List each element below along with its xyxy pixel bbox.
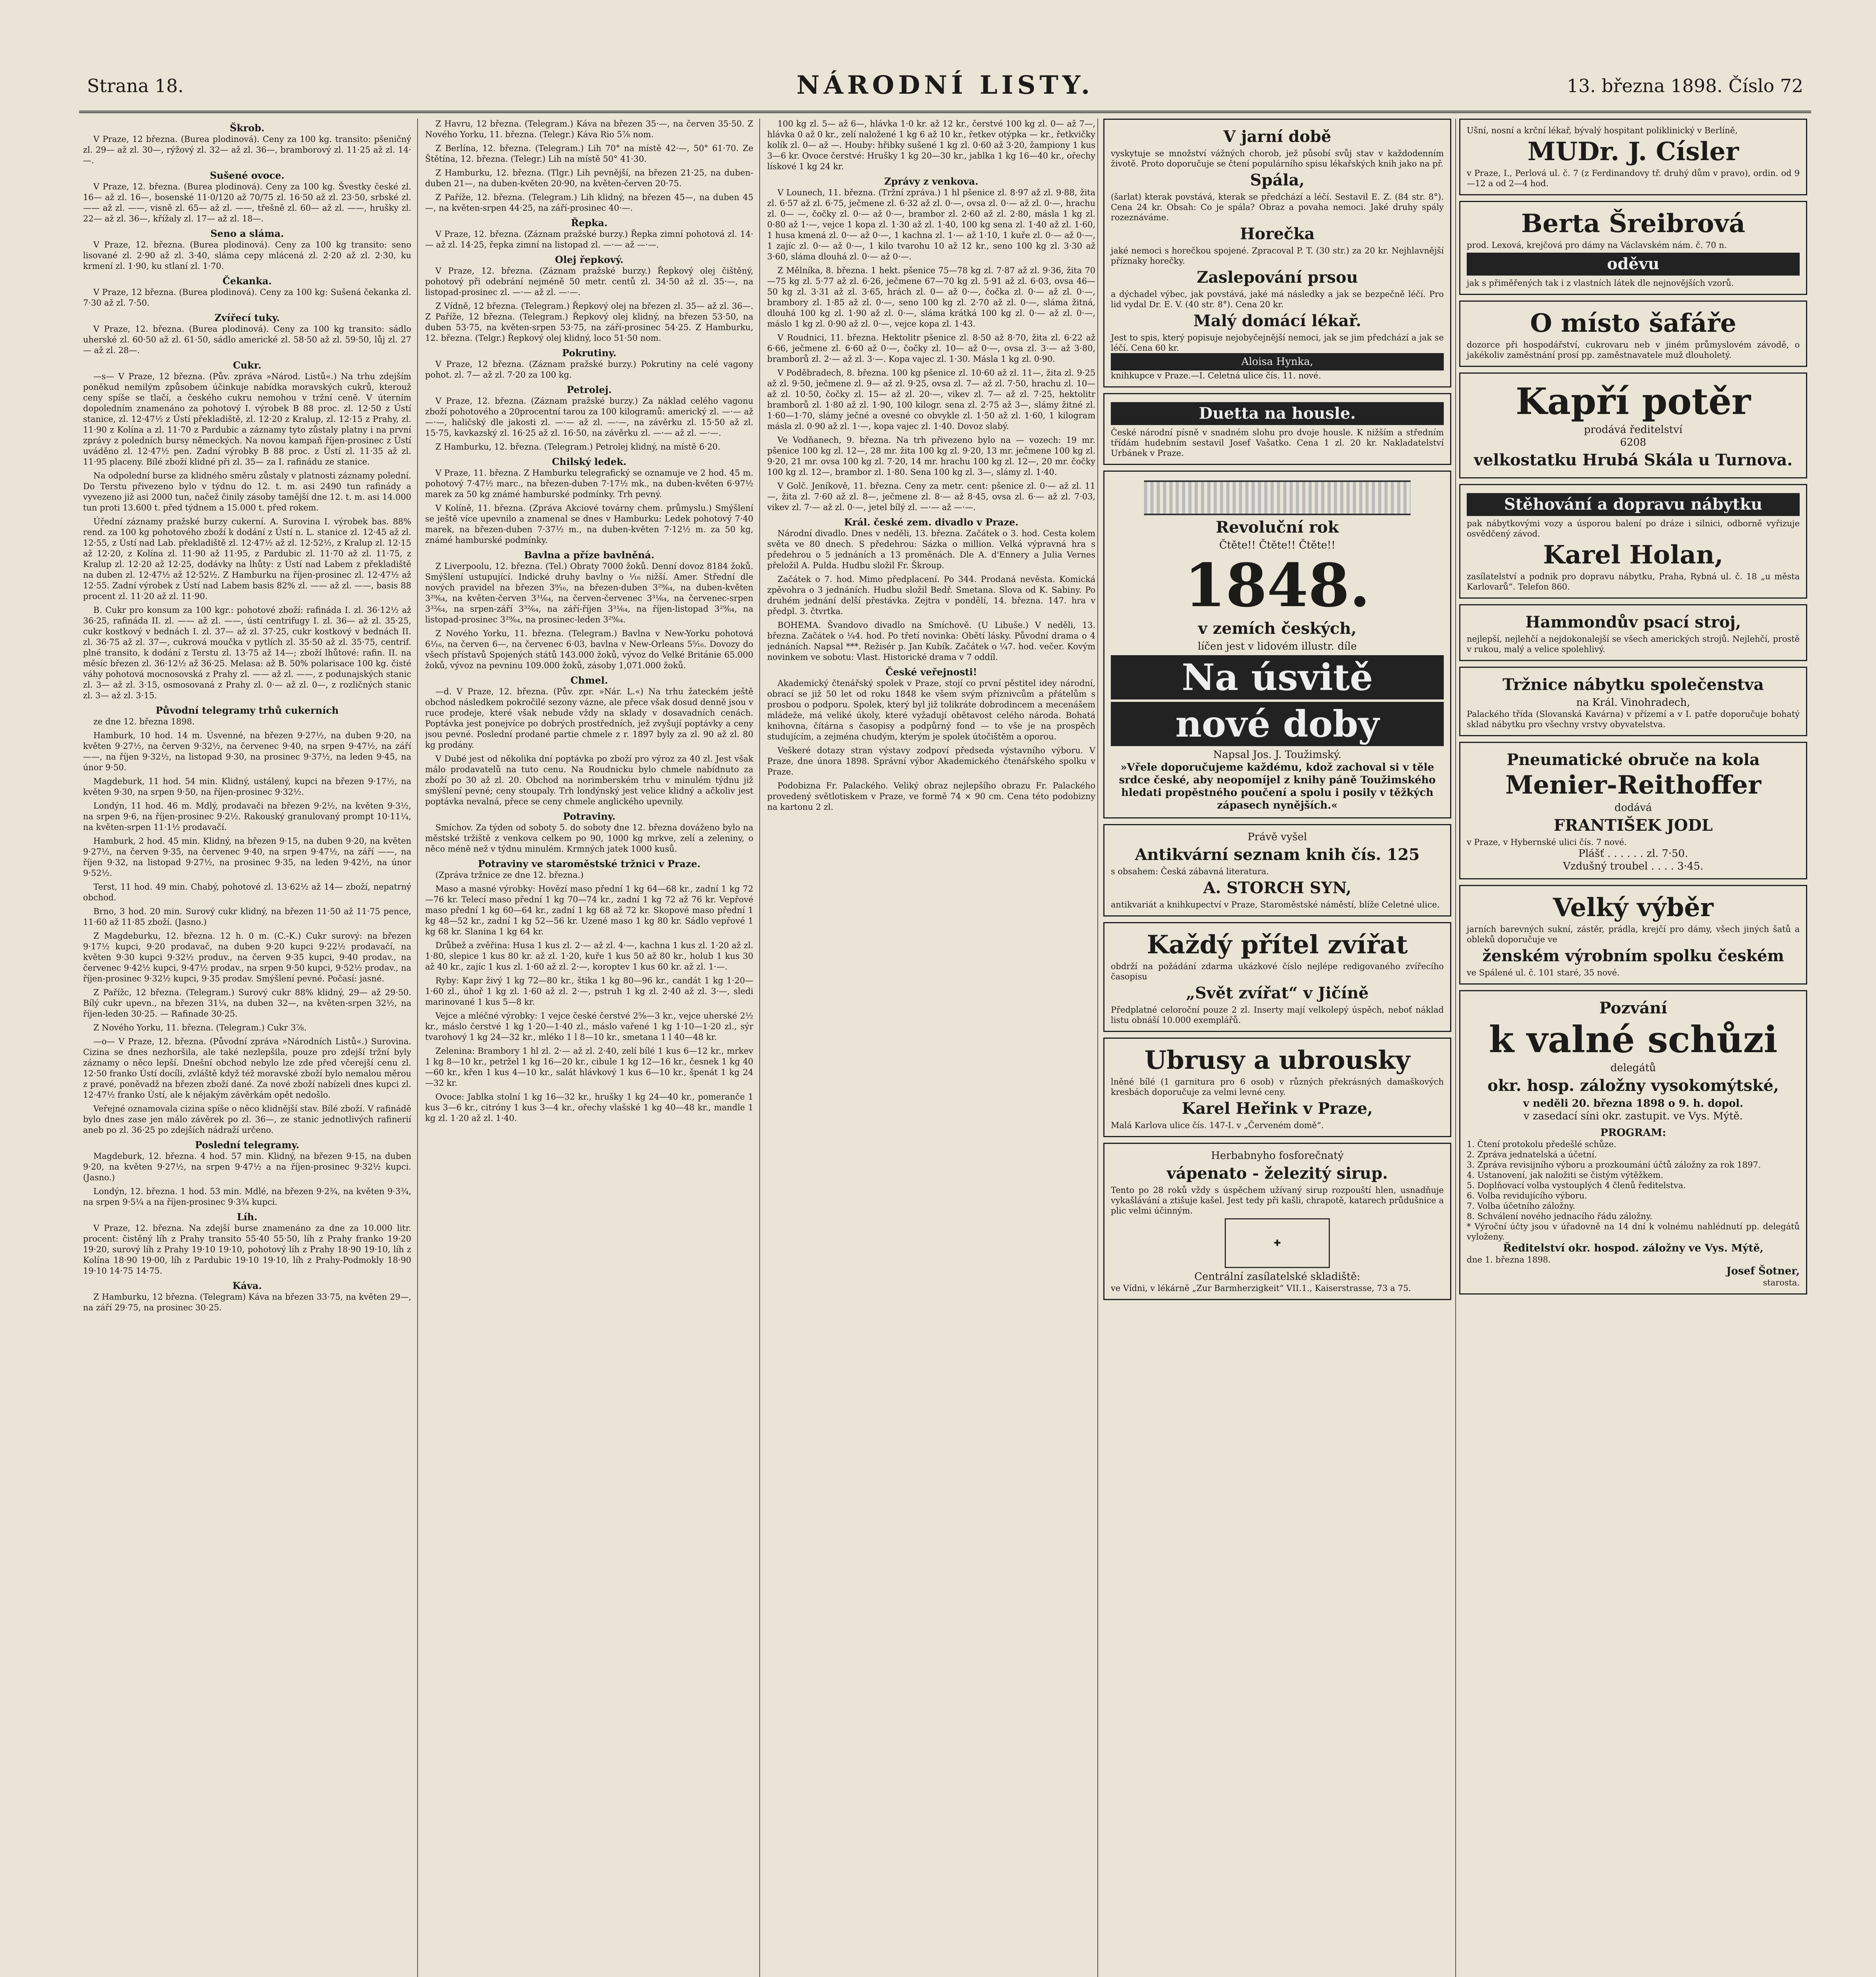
advert-carp — [1459, 372, 1807, 478]
ad-publisher: Aloisa Hynka, — [1111, 353, 1444, 370]
section-heading: Zvířecí tuky. — [214, 312, 280, 323]
article-paragraph: —s— V Praze, 12 března. (Pův. zpráva »Národ. Listů«.) Na trhu zdejším poněkud nemilým způsobem účinkuje nabídka moravských cukrů, kterouž ceny spíše se tlačí, a českého cukru nemohou v tržní ceně. V úterním dopoledním znamenáno za pohotový I. výrobek B 88 proc. zl. 12·50 z Ústí stanice, zl. 12·47½ z Ústí překladiště, zl. 12·20 z Kralup, zl. 12·15 z Prahy, zl. 11·90 z Kolína a zl. 11·70 z Pardubic a záznamy tyto zůstaly platny i na první zprávy z poledních bursy německých. Na novou kampaň říjen-prosinec z Ústí uváděno zl. 12·47½ pen. Zadní výrobky B 88 proc. z Ústí zl. 11·35 až zl. 11·95 placeny. Bílé zboží klidné při zl. 35— za I. rafinádu ze stanice. — [83, 372, 411, 467]
ad-text: obdrží na požádání zdarma ukázkové číslo nejlépe redigovaného zvířecího časopisu — [1111, 962, 1444, 981]
article-paragraph: Maso a masné výrobky: Hovězí maso přední 1 kg 64—68 kr., zadní 1 kg 72—76 kr. Telecí maso přední 1 kg 70—74 kr., zadní 1 kg 72 až 76 kr. Vepřové maso přední 1 kg 60—64 kr., zadní 1 kg 68 až 72 kr. Skopové maso přední 1 kg 48—52 kr., zadní 1 kg 52—56 kr. Uzené maso 1 kg 80 kr. Sádlo vepřové 1 kg 68 kr. Slanina 1 kg 64 kr. — [425, 884, 753, 936]
article-paragraph: V Praze, 12. března. (Burea plodinová). Ceny za 100 kg. Švestky české zl. 16— až zl. 16—, bosenské 11·0/120 až 70/75 zl. 16·50 až zl. 23·50, srbské zl. —— až zl. ——, visně zl. 65— až zl. ——, třešně zl. 60— až zl. ——, hrušky zl. 22— až zl. 36—, křížaly zl. 17— až zl. 18—. — [83, 182, 411, 223]
ad-number: 6208 — [1620, 437, 1647, 448]
article-paragraph: V Praze, 12 března. (Záznam pražské burzy.) Pokrutiny na celé vagony pohot. zl. 7— až zl. 7·20 za 100 kg. — [425, 359, 753, 380]
ad-text: jak s přiměřených tak i z vlastních látek dle nejnovějších vzorů. — [1467, 278, 1734, 288]
ad-price: Vzdušný troubel . . . . 3·45. — [1563, 860, 1704, 872]
ad-text: Centrální zasílatelské skladiště: — [1194, 1271, 1360, 1283]
article-paragraph: 100 kg zl. 5— až 6—, hlávka 1·0 kr. až 12 kr., čerstvé 100 kg zl. 0— až 7—, hlávka 0 až 0 kr., zelí naložené 1 kg 6 až 10 kr., řetkev otýpka — kr., řetkvičky kolík zl. 0— až —. Houby: hřibky sušené 1 kg zl. 0·60 až 3·20, žampiony 1 kus 3—6 kr. Ovoce čerstvé: Hrušky 1 kg 20—30 kr., jablka 1 kg 16—40 kr., ořechy lískové 1 kg 24 kr. — [767, 119, 1095, 171]
section-heading: Zprávy z venkova. — [884, 176, 978, 187]
ad-headline: velkostatku Hrubá Skála u Turnova. — [1474, 451, 1793, 469]
ad-title: Berta Šreibrová — [1521, 209, 1746, 238]
article-paragraph: V Kolíně, 11. března. (Zpráva Akciové továrny chem. průmyslu.) Smýšlení se ještě více upevnilo a znamenal se dnes v Hamburku: Ledek pohotový 7·40 marek, na březen-duben 7·37½ m., na duben-květen 7·12½ m. za 50 kg, známé hamburské podmínky. — [425, 503, 753, 545]
advert-bicycle-tires — [1459, 742, 1807, 879]
ad-text: jaké nemoci s horečkou spojené. Zpracoval P. T. (30 str.) za 20 kr. Nejhlavnější příznaky horečky. — [1111, 246, 1444, 266]
article-paragraph: B. Cukr pro konsum za 100 kgr.: pohotové zboží: rafináda I. zl. 36·12½ až 36·25, rafináda II. zl. —— až zl. ——, ústí centrifugy I. zl. 36— až zl. 35·25, cukr kostkový v bednách I. zl. 37— až zl. 37·25, cukr kostkový v bednách II. zl. 36·75 až zl. 37—, cukrová moučka v pytlích zl. 35·50 až zl. 35·75, centrif. plné transito, k dodání z Terstu zl. 13·75 až 14—; zboží lhůtové: rafin. II. na měsíc březen zl. 36·12½ až 36·25. Melasa: až B. 50% polarisace 100 kg. čisté váhy pohotová mocnosovská z Prahy zl. —— až zl. ——, z podunajských stanic zl. 3— až zl. 3·15, osmosovaná z Prahy zl. 0·— až zl. 0—, z rozličných stanic zl. 3— až zl. 3·15. — [83, 605, 411, 700]
ad-note: * Výroční účty jsou v úřadovně na 14 dní k volnému nahlédnutí pp. delegátů vyloženy. — [1467, 1222, 1800, 1242]
advert-moving — [1459, 484, 1807, 599]
advert-womens-coop — [1459, 885, 1807, 985]
article-paragraph: Z Magdeburku, 12. března. 12 h. 0 m. (C.-K.) Cukr surový: na březen 9·17½ kupci, 9·20 prodavač, na duben 9·20 kupci 9·22½ prodavačí, na květen 9·30 kupci 9·32½ produv., na červen 9·35 kupci, 9·40 prodav., na červenec 9·42½ kupci, 9·47½ prodav., na srpen 9·50 kupci, 9·52½ prodav., na říjen-prosinec 9·32½ kupci, 9·35 prodav. Smýšlení pevné. Počasí: jasné. — [83, 931, 411, 983]
advert-safar-job — [1459, 301, 1807, 367]
article-paragraph: Magdeburk, 11 hod. 54 min. Klidný, ustálený, kupci na březen 9·17½, na květen 9·30, na srpen 9·50, na říjen-prosinec 9·32½. — [83, 777, 411, 797]
advert-column-4 — [1103, 119, 1451, 1977]
column-rule — [759, 119, 760, 1977]
ad-text: na Král. Vinohradech, — [1576, 697, 1691, 709]
ad-year: 1848. — [1184, 551, 1370, 620]
article-paragraph: V Praze, 11. března. Z Hamburku telegrafický se oznamuje ve 2 hod. 45 m. pohotový 7·47½ marc., na březen-duben 7·17½ mk., na duben-květen 6·97½ marek za 50 kg známé hamburské podmínky. Trh pevný. — [425, 468, 753, 499]
article-paragraph: Z Nového Yorku, 11. března. (Telegram.) Cukr 3⁷⁄₈. — [93, 1023, 307, 1032]
ad-text: Předplatné celoroční pouze 2 zl. Inserty mají velkolepý úspěch, neboť náklad listu obnáší 10.000 exemplářů. — [1111, 1005, 1444, 1025]
ad-title: Na úsvitě — [1111, 655, 1444, 699]
ad-text: nejlepší, nejlehčí a nejdokonalejší se všech amerických strojů. Nejlehčí, prostě v rukou, malý a velice spolehlivý. — [1467, 634, 1800, 654]
program-item: 7. Volba účetního záložny. — [1467, 1201, 1575, 1211]
ad-text: Malá Karlova ulice čís. 147-I. v „Červeném domě“. — [1111, 1121, 1324, 1130]
article-paragraph: Londýn, 11 hod. 46 m. Mdlý, prodavači na březen 9·2½, na květen 9·3½, na srpen 9·6, na říjen-prosinec 9·2½. Rakouský granulovaný prompt 10·11¼, na květen-srpen 11·1½ prodavačí. — [83, 801, 411, 832]
ad-headline: Pozvání — [1599, 999, 1667, 1017]
ad-title: Kapří potěr — [1515, 380, 1751, 423]
article-paragraph: V Praze, 12 března. (Burea plodinová). Ceny za 100 kg. transito: pšeničný zl. 29— až zl. 30—, rýžový zl. 32— až zl. 36—, bramborový zl. 11·25 až zl. 14·—. — [83, 134, 411, 165]
ad-headline: okr. hosp. záložny vysokomýtské, — [1487, 1076, 1779, 1095]
program-heading: PROGRAM: — [1600, 1127, 1666, 1139]
article-paragraph: Brno, 3 hod. 20 min. Surový cukr klidný, na březen 11·50 až 11·75 pence, 11·60 až 11·85 zboží. (Jasno.) — [83, 907, 411, 927]
ad-title: Karel Holan, — [1543, 540, 1723, 570]
article-paragraph: Z Nového Yorku, 11. března. (Telegram.) Bavlna v New-Yorku pohotová 6¹⁄₁₆, na červen 6—, na červenec 6·03, bavlna v New-Orleans 5⁵⁄₁₆. Dovozy do všech přístavů Spojených států 143.000 žoků, vývoz do Velké Británie 65.000 žoků, vývoz na pevninu 109.000 žoků, zásoby 1,071.000 žoků. — [425, 629, 753, 670]
article-paragraph: Z Berlína, 12. března. (Telegram.) Lih 70° na místě 42·—, 50° 61·70. Ze Štětína, 12. března. (Telegr.) Lih na místě 50° 41·30. — [425, 144, 753, 164]
advert-medical-books — [1103, 119, 1451, 387]
advert-1848-book — [1103, 471, 1451, 818]
article-paragraph: Veřejné oznamovala cizina spíše o něco klidnější stav. Bílé zboží. V rafinádě bylo dnes zase jen málo závěrek po zl. 36—, ze stanic jednotlivých rafinerií aneb po zl. 36·25 po zdejších nádraží určeno. — [83, 1104, 411, 1135]
article-paragraph: Hamburk, 10 hod. 14 m. Úsvenné, na březen 9·27½, na duben 9·20, na květen 9·27½, na červen 9·32½, na červenec 9·40, na srpen 9·47½, na září ——, na říjen 9·32½, na listopad 9·30, na prosinec 9·37½, na leden 9·45, na únor 9·50. — [83, 731, 411, 772]
article-paragraph: Ryby: Kapr živý 1 kg 72—80 kr., štika 1 kg 80—96 kr., candát 1 kg 1·20—1·60 zl., úhoř 1 kg zl. 1·60 až zl. 2·—, pstruh 1 kg zl. 2·40 až zl. 3·—, sledi marinované 1 kus 5—8 kr. — [425, 976, 753, 1007]
issue-date: 13. března 1898. Číslo 72 — [1567, 75, 1803, 96]
ad-headline: Hammondův psací stroj, — [1525, 613, 1741, 631]
ad-text: knihkupce v Praze.—I. Celetná ulice čís. 11. nové. — [1111, 371, 1321, 380]
ad-headline: Tržnice nábytku společenstva — [1502, 675, 1764, 694]
section-heading: Pokrutiny. — [562, 347, 617, 359]
article-paragraph: Akademický čtenářský spolek v Praze, stojí co první pěstitel idey národní, obrací se již 50 let od roku 1848 ke všem svým příznivcům a přátelům s prosbou o podporu. Spolek, který byl již tolikráte dobrodincem a mecenášem mládeže, má veliké úkoly, které vyžadují obětavost celého národa. Bohatá knihovna, čítárna s časopisy a podpůrný fond — to vše je na prospěch studujícím, a zejména chudým, kterým je spolek útočištěm a oporou. — [767, 679, 1095, 741]
article-paragraph: V Dubé jest od několika dní poptávka po zboží pro výroz za 40 zl. Jest však málo prodavatelů na tuto cenu. Na Roudnicku bylo chmele nabídnuto za zboží po 30 až zl. 20. Obchod na norimberském trhu v minulém týdnu již smýšlení pevné; ceny stoupaly. Trh londýnský jest velice klidný a ačkoliv jest poptávka nevalná, přece se ceny chmele anglického upevnily. — [425, 754, 753, 806]
article-paragraph: Z Pařížc, 12 března. (Telegram.) Surový cukr 88% klidný, 29— až 29·50. Bílý cukr upevn., na březen 31¼, na duben 32—, na květen-srpen 32½, na říjen-leden 30·25. — Rafinade 30·25. — [83, 988, 411, 1019]
ad-text: Jest to spis, který popisuje nejobyčejnější nemoci, jak se jim předchází a jak se léčí. Cena 60 kr. — [1111, 333, 1444, 353]
ad-text: Ušní, nosní a krční lékař, bývalý hospitant poliklinický v Berlíně, — [1467, 126, 1738, 135]
ad-text: Herbabnyho fosforečnatý — [1211, 1150, 1344, 1162]
ad-text: ve Spálené ul. č. 101 staré, 35 nové. — [1467, 968, 1620, 977]
ad-headline: FRANTIŠEK JODL — [1553, 816, 1713, 835]
decorative-vignette — [1144, 480, 1411, 515]
ad-headline: Antikvární seznam knih čís. 125 — [1135, 845, 1420, 864]
ad-headline: Zaslepování prsou — [1197, 268, 1358, 287]
advert-furniture-market — [1459, 667, 1807, 736]
article-paragraph: Z Liverpoolu, 12. března. (Tel.) Obraty 7000 žoků. Denní dovoz 8184 žoků. Smýšlení ustupující. Indické druhy bavlny o ¹⁄₁₆ nižší. Amer. Střední dle nových pravidel na březen 3⁹⁄₁₆, na březen-duben 3²⁹⁄₆₄, na duben-květen 3²⁹⁄₆₄, na květen-červen 3³¹⁄₆₄, na červen-červenec 3³¹⁄₆₄, na červenec-srpen 3³²⁄₆₄, na srpen-září 3³²⁄₆₄, na září-říjen 3³¹⁄₆₄, na říjen-listopad 3²⁹⁄₆₄, na listopad-prosinec 3²⁹⁄₆₄, na prosinec-leden 3²⁹⁄₆₄. — [425, 561, 753, 624]
section-heading: Poslední telegramy. — [195, 1139, 299, 1151]
article-paragraph: Začátek o 7. hod. Mimo předplacení. Po 344. Prodaná nevěsta. Komická zpěvohra o 3 jednáních. Hudbu složil Bedř. Smetana. Slova od K. Sabiny. Po druhém jednání delší přestávka. Zejtra v pondělí, 14. března. 147. hra v předpl. 3. čtvrtka. — [767, 575, 1095, 616]
section-heading: Čekanka. — [222, 275, 272, 287]
ad-text: prod. Lexová, krejčová pro dámy na Václavském nám. č. 70 n. — [1467, 240, 1727, 250]
section-heading: Původní telegramy trhů cukerních — [155, 705, 339, 716]
ad-text: vyskytuje se množství vážných chorob, jež působí svůj stav v každodenním životě. Proto doporučuje se čtení populárního spisu lékařských knih jako na př. — [1111, 149, 1444, 168]
section-heading: Chilský ledek. — [552, 456, 627, 467]
ad-text: v Praze, v Hybernské ulici čís. 7 nové. — [1467, 837, 1627, 847]
article-paragraph: Magdeburk, 12. března. 4 hod. 57 min. Klidný, na březen 9·15, na duben 9·20, na květen 9·27½, na srpen 9·47½ a na říjen-prosinec 9·32½ kupci. (Jasno.) — [83, 1151, 411, 1182]
ad-headline: „Svět zvířat“ v Jičíně — [1186, 984, 1369, 1002]
ad-title: Ubrusy a ubrousky — [1144, 1045, 1410, 1075]
advert-column-5 — [1459, 119, 1807, 1977]
advert-svet-zvirat — [1103, 922, 1451, 1032]
ad-text: líčen jest v lidovém illustr. díle — [1197, 641, 1357, 652]
article-paragraph: ze dne 12. března 1898. — [93, 717, 195, 726]
article-paragraph: Z Hamburku, 12 března. (Telegram) Káva na březen 33·75, na květen 29—, na září 29·75, na prosinec 30·25. — [83, 1292, 411, 1312]
article-paragraph: Podobizna Fr. Palackého. Veliký obraz nejlepšího obrazu Fr. Palackého provedený světlotiskem v Praze, ve formě 74 × 90 cm. Cena této podobizny na kartonu 2 zl. — [767, 781, 1095, 812]
section-heading: Cukr. — [233, 359, 261, 371]
program-item: 1. Čtení protokolu předešlé schůze. — [1467, 1140, 1617, 1149]
article-paragraph: —o— V Praze, 12. března. (Původní zpráva »Národních Listů«.) Surovina. Cizina se dnes nezhoršila, ale také nezlepšila, pouze pro zdejší tržní byly záznamy o něco lepší. Dnešní obchod nebylo lze zde před včerejší cenu zl. 12·50 franko Ústí docíli, zvláště když též moravské zboží bylo nemalou měrou z pravé, poněvadž na březen zboží dané. Za nové zboží nabízeli dnes kupci zl. 12·47½ franko Ústí, ale k nějakým závěrkám opět nedošlo. — [83, 1037, 411, 1100]
program-item: 2. Zpráva jednatelská a účetní. — [1467, 1150, 1597, 1159]
article-paragraph: V Roudnici, 11. března. Hektolitr pšenice zl. 8·50 až 8·70, žita zl. 6·22 až 6·66, ječmene zl. 6·60 až 0·—, čočky zl. 10— až 0·—, ovsa zl. 3·— až 3·80, bramborů zl. 2·— až zl. 3·—. Kopa vajec zl. 1·30. Másla 1 kg zl. 0·90. — [767, 333, 1095, 364]
article-paragraph: Zelenina: Brambory 1 hl zl. 2·— až zl. 2·40, zelí bílé 1 kus 6—12 kr., mrkev 1 kg 8—10 kr., petržel 1 kg 16—20 kr., cibule 1 kg 12—16 kr., česnek 1 kg 40—60 kr., křen 1 kus 4—10 kr., salát hlávkový 1 kus 6—10 kr., špenát 1 kg 24—32 kr. — [425, 1046, 753, 1088]
market-theatre-column — [767, 119, 1095, 1977]
advert-hammond — [1459, 604, 1807, 661]
article-paragraph: V Praze, 12. března. (Záznam pražské burzy.) Za náklad celého vagonu zboží pohotového a 20procentní tarou za 100 kilogramů: americký zl. —·— až —·—, haličský dle jakosti zl. —·— až zl. —·—, na závěrku zl. 15·50 až zl. 15·75, kavkazský zl. 16·25 až zl. 16·50, na závěrku zl. —·— až zl. —·—. — [425, 396, 753, 438]
ad-headline: Karel Heřink v Praze, — [1182, 1099, 1373, 1118]
ad-text: a dýchadel výbec, jak povstává, jaké má následky a jak se bezpečně léčí. Pro lid vydal Dr. E. V. (40 str. 8°). Cena 20 kr. — [1111, 289, 1444, 309]
market-reports-column-2 — [425, 119, 753, 1977]
ad-text: Tento po 28 roků vždy s úspěchem užívaný sirup rozpouští hlen, usnadňuje vykašlávání a ztišuje kašel. Jest tedy při kašli, chrapotě, katarech průdušnice a plic velmi účinným. — [1111, 1185, 1444, 1215]
article-paragraph: —d. V Praze, 12. března. (Pův. zpr. »Nár. L.«) Na trhu žateckém ještě obchod následkem pokročilé sezony vázne, ale přece však dosud denně jsou v ruce prodeje, které však nebude vždy na sklady v dosavadních cenách. Poptávka jest ponejvíce po dobrých prostředních, jež zvyšují poptávky a ceny jsou pevné. Poslední prodané partie chmele z r. 1897 byly za zl. 90 až zl. 80 kg prodány. — [425, 687, 753, 750]
ad-text: Palackého třída (Slovanská Kavárna) v přízemí a v I. patře doporučuje bohatý sklad nábytku pro všechny vrstvy obyvatelstva. — [1467, 709, 1800, 729]
ad-text: v Praze, I., Perlová ul. č. 7 (z Ferdinandovy tř. druhý dům v pravo), ordin. od 9—12 a od 2—4 hod. — [1467, 168, 1800, 188]
ad-title: Menier-Reithoffer — [1505, 770, 1761, 800]
article-paragraph: Drůbež a zvěřina: Husa 1 kus zl. 2·— až zl. 4·—, kachna 1 kus zl. 1·20 až zl. 1·80, slepice 1 kus 80 kr. až zl. 1·20, kuře 1 kus 50 až 80 kr., holub 1 kus 30 až 40 kr., zajíc 1 kus zl. 1·60 až zl. 2·—, koroptev 1 kus 60 kr. až zl. 1·—. — [425, 941, 753, 971]
article-paragraph: Z Hamburku, 12. března. (Tlgr.) Lih pevnější, na březen 21·25, na duben-duben 21—, na duben-květen 20·90, na květen-červen 20·75. — [425, 168, 753, 188]
program-item: 5. Doplňovací volba vystouplých 4 členů ředitelstva. — [1467, 1181, 1686, 1190]
ad-text: pak nábytkovými vozy a úsporou balení po dráze i silnici, odborně vyřizuje osvědčený závod. — [1467, 519, 1800, 539]
ad-text: lněné bílé (1 garnitura pro 6 osob) v různých překrásných damaškových kresbách doporučuje za velmi levné ceny. — [1111, 1077, 1444, 1097]
ad-title: Každý přítel zvířat — [1147, 930, 1408, 960]
ad-text: antikvariát a knihkupectví v Praze, Staroměstské náměstí, blíže Celetné ulice. — [1111, 900, 1440, 909]
program-item: 8. Schválení nového jednacího řádu záložny. — [1467, 1212, 1653, 1221]
article-paragraph: Z Hamburku, 12. března. (Telegram.) Petrolej klidný, na místě 6·20. — [435, 442, 721, 452]
ad-text: Právě vyšel — [1247, 831, 1307, 843]
article-paragraph: Londýn, 12. března. 1 hod. 53 min. Mdlé, na březen 9·2¾, na květen 9·3¾, na srpen 9·5¼ a na říjen-prosinec 9·3¾ kupci. — [83, 1187, 411, 1207]
advert-syrup — [1103, 1143, 1451, 1300]
ad-text: dodává — [1614, 802, 1652, 814]
ad-headline: Revoluční rok — [1216, 518, 1339, 537]
ad-title: k valné schůzi — [1488, 1018, 1778, 1061]
ad-text: prodává ředitelství — [1584, 424, 1683, 436]
ad-shout: Čtěte!! Čtěte!! Čtěte!! — [1219, 539, 1335, 551]
article-paragraph: V Praze, 12. března. (Burea plodinová). Ceny za 100 kg transito: seno lisované zl. 2·90 až zl. 3·40, sláma cepy mlácená zl. 2·20 až zl. 2·30, ku krmení zl. 1·90, ku stlaní zl. 1·70. — [83, 240, 411, 271]
advert-duetta — [1103, 393, 1451, 465]
article-paragraph: Vejce a mléčné výrobky: 1 vejce české čerstvé 2⁵⁄₈—3 kr., vejce uherské 2½ kr., máslo čerstvé 1 kg 1·20—1·40 zl., máslo vařené 1 kg 1·10—1·20 zl., sýr tvarohový 1 kg 24—32 kr., mléko 1 l 8—10 kr., smetana 1 l 40—48 kr. — [425, 1011, 753, 1042]
trademark-label-icon: ✚ — [1225, 1218, 1330, 1268]
section-heading: Škrob. — [230, 122, 265, 134]
advert-meeting-invitation — [1459, 990, 1807, 1295]
ad-title: O místo šafáře — [1530, 308, 1736, 338]
ad-headline: oděvu — [1467, 253, 1800, 276]
ad-headline: Spála, — [1250, 171, 1305, 189]
advert-antiquarian — [1103, 824, 1451, 917]
article-paragraph: Národní divadlo. Dnes v neděli, 13. března. Začátek o 3. hod. Cesta kolem světa ve 80 dnech. S předehrou: Sázka o million. Velká výpravná hra s předehrou o 5 jednáních a 13 proměnách. Dle A. d'Ennery a Julia Vernes přeložil A. Pulda. Hudbu složil Fr. Škroup. — [767, 529, 1095, 570]
ad-text: s obsahem: Česká zábavná literatura. — [1111, 867, 1269, 876]
program-item: 4. Ustanovení, jak naložiti se čistým výtěžkem. — [1467, 1170, 1664, 1180]
ad-headline: Horečka — [1240, 225, 1315, 243]
column-rule — [417, 119, 418, 1977]
article-paragraph: Terst, 11 hod. 49 min. Chabý, pohotové zl. 13·62½ až 14— zboží, nepatrný obchod. — [83, 882, 411, 902]
article-paragraph: V Lounech, 11. března. (Tržní zpráva.) 1 hl pšenice zl. 8·97 až zl. 9·88, žita zl. 6·57 až zl. 6·75, ječmene zl. 6·32 až zl. 0·—, ovsa zl. 0·— až zl. 0·—, hrachu zl. 0— —, čočky zl. 0·— až 0·—, brambor zl. 2·60 až zl. 2·80, másla 1 kg zl. 0·80 až 1·—, vejce 1 kopa zl. 1·30 až zl. 1·40, 100 kg sena zl. 1·40 až zl. 1·60, 1 husa kmená zl. 0·— až 0·—, 1 kachna zl. 1·— až 1·10, 1 kuře zl. 0·— až 0·—, 1 zajíc zl. 0·— až 0·—, 1 kilo tvarohu 10 až 12 kr., seno 100 kg zl. 3·30 až 3·60, sláma dlouhá zl. 0·— až 0·—. — [767, 188, 1095, 261]
advert-berta-sreibrova — [1459, 201, 1807, 295]
page-header — [79, 59, 1811, 113]
ad-headline: Duetta na housle. — [1111, 402, 1444, 425]
section-heading: Bavlna a příze bavlněná. — [524, 549, 654, 561]
page-number: Strana 18. — [87, 75, 184, 96]
ad-text: zasílatelství a podnik pro dopravu nábytku, Praha, Rybná ul. č. 18 „u města Karlovarů“. Telefon 860. — [1467, 572, 1800, 592]
article-paragraph: Z Vídně, 12 března. (Telegram.) Řepkový olej na březen zl. 35— až zl. 36—. Z Paříže, 12 března. (Telegram.) Řepkový olej klidný, na březen 53·50, na duben 53·75, na květen-srpen 53·75, na září-prosinec 54·25. Z Hamburku, 12. března. (Telgr.) Řepkový olej klidný, loco 51·50 nom. — [425, 301, 753, 343]
section-heading: Olej řepkový. — [555, 254, 624, 265]
article-paragraph: V Golč. Jeníkově, 11. března. Ceny za metr. cent: pšenice zl. 0·— až zl. 11—, žita zl. 7·60 až zl. 8—, ječmene zl. 8·— až 8·45, ovsa zl. 6·— až zl. 7·03, vikev zl. 7·— až zl. 0·—, jetel bílý zl. —·— až —·—. — [767, 481, 1095, 512]
ad-place: v zasedací síni okr. zastupit. ve Vys. Mýtě. — [1523, 1110, 1743, 1122]
ad-text: (šarlat) kterak povstává, kterak se předchází a léčí. Sestavil E. Z. (84 str. 8°). Cena 24 kr. Obsah: Co je spála? Obraz a povaha nemoci. Jaké druhy spály rozeznáváme. — [1111, 192, 1444, 222]
program-item: 6. Volba revidujícího výboru. — [1467, 1191, 1587, 1200]
section-heading: Potraviny. — [563, 811, 616, 822]
ad-address: ve Vídni, v lékárně „Zur Barmherzigkeit“ VII.1., Kaiserstrasse, 73 a 75. — [1111, 1283, 1411, 1293]
article-paragraph: Z Mělníka, 8. března. 1 hekt. pšenice 75—78 kg zl. 7·87 až zl. 9·36, žita 70—75 kg zl. 5·77 až zl. 6·26, ječmene 67—70 kg zl. 5·91 až zl. 6·03, ovsa 46—50 kg zl. 3·31 až zl. 3·65, hrách zl. 0— až 0·—, čočka zl. 0·— až zl. 0·—, brambory zl. 1·85 až zl. 0·—, seno 100 kg zl. 2·70 až zl. 0·—, sláma žitná, dlouhá 100 kg zl. 1·90 až zl. 0·—, sláma krátká 100 kg zl. 0·— až zl. 0·—, máslo 1 kg zl. 0·90 až zl. 0·—, vejce kopa zl. 1·43. — [767, 266, 1095, 329]
article-paragraph: Ve Vodňanech, 9. března. Na trh přivezeno bylo na — vozech: 19 mr. pšenice 100 kg zl. 12—, 28 mr. žita 100 kg zl. 9·20, 13 mr. ječmene 100 kg zl. 9·20, 21 mr. ovsa 100 kg zl. 7·20, 14 mr. hrachu 100 kg zl. 12—, 20 mr. čočky 100 kg zl. 12—, brambor zl. 1·80. Sena 100 kg zl. 3—, slámy zl. 1·40. — [767, 435, 1095, 477]
ad-headline: vápenato - železitý sirup. — [1167, 1164, 1388, 1183]
article-paragraph: Úřední záznamy pražské burzy cukerní. A. Surovina I. výrobek bas. 88% rend. za 100 kg pohotového zboží k dodání z Ústí n. L. stanice zl. 12·45 až zl. 12·55, z Ústí nad Lab. překladiště zl. 12·47½ až zl. 12·52½, z Kralup zl. 12·15 až 12·20, z Kolína zl. 11·90 až 11·95, z Pardubic zl. 11·70 až zl. 11·75, z Kralup zl. 12·20 až 12·25, dodávky na lhůty: z Ústí nad Labem z překladiště na duben zl. 12·47½ až 12·52½. Z Hamburku na říjen-prosinec zl. 12·47½ až 12·55. Zadní výrobek z Ústí nad Labem basis 82% zl. —— až zl. ——, basis 88 procent zl. 11·20 až zl. 11·90. — [83, 517, 411, 601]
ad-price: Plášť . . . . . . zl. 7·50. — [1578, 848, 1688, 860]
ad-headline: Pneumatické obruče na kola — [1506, 750, 1760, 769]
column-rule — [1097, 119, 1098, 1977]
ad-text: delegátů — [1610, 1062, 1656, 1074]
section-heading: Káva. — [232, 1280, 262, 1291]
ad-quote: »Vřele doporučujeme každému, kdož zachoval si v těle srdce české, aby neopomíjel z knihy páně Toužimského hledati propěstného poučení a spolu i posily v těžkých zápasech nynějších.« — [1119, 762, 1436, 811]
section-heading: Líh. — [237, 1211, 257, 1223]
ad-headline: ženském výrobním spolku českém — [1482, 947, 1784, 965]
column-rule — [1455, 119, 1456, 1977]
section-heading: Petrolej. — [567, 384, 612, 395]
ad-date: dne 1. března 1898. — [1467, 1255, 1551, 1264]
advert-doctor-cisler — [1459, 119, 1807, 195]
program-list — [1467, 1139, 1800, 1221]
section-heading: Seno a sláma. — [210, 228, 284, 239]
section-heading: České veřejnosti! — [885, 666, 977, 678]
article-paragraph: V Poděbradech, 8. března. 100 kg pšenice zl. 10·60 až zl. 11—, žita zl. 9·25 až zl. 9·50, ječmene zl. 9— až zl. 9·25, ovsa zl. 7— až zl. 7·50, hrachu zl. 10— až zl. 10·50, čočky zl. 15— až zl. 20·—, vikev zl. 7— až zl. 7·25, hektolitr bramborů zl. 1·80 až zl. 1·90, 100 kilogr. sena zl. 2·75 až 3—, slámy žitné zl. 1·60—1·70, slámy ječné a ovesné co obvykle zl. 1·50 až zl. 1·60, 1 kilogram másla zl. 0·90 až zl. 1·—, kopa vajec zl. 1·40. Dovoz slabý. — [767, 368, 1095, 431]
ad-text: dozorce při hospodářství, cukrovaru neb v jiném průmyslovém závodě, o jakékoliv zaměstnání prosí pp. zaměstnavatele muž dlouholetý. — [1467, 340, 1800, 360]
ad-headline: A. STORCH SYN, — [1203, 879, 1352, 897]
ad-text: jarních barevných sukní, zástěr, prádla, krejčí pro dámy, všech jiných šatů a obleků doporučuje ve — [1467, 924, 1800, 944]
article-paragraph: Smíchov. Za týden od soboty 5. do soboty dne 12. března dováženo bylo na městské tržiště z venkova celkem po 90, 1000 kg mrkve, zelí a zeleniny, o něco méně než v týdnu minulém. Krmných jatek 1000 kusů. — [425, 823, 753, 854]
ad-author: Napsal Jos. J. Toužimský. — [1213, 749, 1342, 761]
ad-title: Velký výběr — [1553, 893, 1714, 922]
article-paragraph: Z Paříže, 12. března. (Telegram.) Lih klidný, na březen 45—, na duben 45—, na květen-srpen 44·25, na září-prosinec 40·—. — [425, 193, 753, 213]
ad-title: MUDr. J. Císler — [1527, 137, 1739, 166]
section-heading: Sušené ovoce. — [210, 170, 285, 181]
article-paragraph: Z Havru, 12 března. (Telegram.) Káva na březen 35·—, na červen 35·50. Z Nového Yorku, 11. března. (Telegr.) Káva Rio 5⁷⁄₈ nom. — [425, 119, 753, 139]
section-heading: Řepka. — [571, 217, 608, 229]
ad-headline: Stěhování a dopravu nábytku — [1467, 493, 1800, 516]
article-paragraph: V Praze, 12 března. (Burea plodinová). Ceny za 100 kg: Sušená čekanka zl. 7·30 až zl. 7·50. — [83, 287, 411, 308]
article-paragraph: V Praze, 12. března. Na zdejší burse znamenáno za dne za 10.000 litr. procent: čistěný líh z Prahy transito 55·40 55·50, líh z Prahy franko 19·20 19·20, surový líh z Prahy 19·10 19·10, pohotový líh z Prahy 18·90 19·10, líh z Kolína 18·90 19·00, líh z Pardubic 19·10 19·10, líh z Prahy-Podmokly 18·90 19·10 14·75 14·75. — [83, 1223, 411, 1276]
section-heading: Potraviny ve staroměstské tržnici v Praze. — [478, 858, 701, 869]
ad-signatory: Josef Šotner, — [1726, 1265, 1800, 1277]
article-paragraph: Veškeré dotazy stran výstavy zodpoví předseda výstavního výboru. V Praze, dne února 1898. Správní výbor Akademického čtenářského spolku v Praze. — [767, 746, 1095, 777]
section-heading: Chmel. — [570, 675, 608, 686]
masthead-title: NÁRODNÍ LISTY. — [796, 70, 1094, 100]
ad-signatory-org: Ředitelství okr. hospod. záložny ve Vys. Mýtě, — [1503, 1242, 1764, 1254]
article-paragraph: (Zpráva tržnice ze dne 12. března.) — [435, 870, 584, 880]
ad-headline: V jarní době — [1223, 127, 1331, 146]
section-heading: Král. české zem. divadlo v Praze. — [844, 516, 1019, 528]
advert-tablecloths — [1103, 1038, 1451, 1137]
ad-date: v neděli 20. března 1898 o 9. h. dopol. — [1523, 1098, 1744, 1109]
ad-title: nové doby — [1111, 702, 1444, 746]
market-reports-column — [83, 119, 411, 1977]
program-item: 3. Zpráva revisijního výboru a prozkoumání účtů záložny za rok 1897. — [1467, 1160, 1761, 1170]
article-paragraph: BOHEMA. Švandovo divadlo na Smíchově. (U Libuše.) V neděli, 13. března. Začátek o ¼4. hod. Po třetí novinka: Obětí lásky. Původní drama o 4 jednáních. Napsal ***. Režisér p. Jan Kubík. Začátek o ¼7. hod. večer. Kovým novinkem ve sobotu: Vlast. Historické drama v 7 oddíl. — [767, 620, 1095, 662]
ad-text: České národní písně v snadném slohu pro dvoje housle. K nižším a středním třídám hudebním sestavil Josef Vašatko. Cena 1 zl. 20 kr. Nakladatelství Urbánek v Praze. — [1111, 428, 1444, 458]
article-paragraph: Na odpolední burse za klidného směru zůstaly v platnosti záznamy polední. Do Terstu přivezeno bylo v týdnu do 12. t. m. asi 2490 tun rafinády a vyvezeno již asi 2000 tun, načež činily zásoby tamější dne 12. t. m. asi 14.000 tun proti 13.600 t. před týdnem a 15.000 t. před rokem. — [83, 471, 411, 512]
article-paragraph: V Praze, 12. března. (Záznam pražské burzy.) Řepkový olej čištěný, pohotový při odebrání nejméně 50 metr. centů zl. 34·50 až zl. 35·—, na listopad-prosinec zl. —·— až zl. —·—. — [425, 266, 753, 297]
article-paragraph: Hamburk, 2 hod. 45 min. Klidný, na březen 9·15, na duben 9·20, na květen 9·27½, na červen 9·35, na červenec 9·40, na srpen 9·47½, na září ——, na říjen 9·32, na listopad 9·27½, na prosinec 9·35, na leden 9·42½, na únor 9·52½. — [83, 836, 411, 878]
article-paragraph: V Praze, 12. března. (Burea plodinová). Ceny za 100 kg transito: sádlo uherské zl. 60·50 až zl. 61·50, sádlo americké zl. 58·50 až zl. 59·50, lůj zl. 27— až zl. 28—. — [83, 324, 411, 355]
article-paragraph: V Praze, 12. března. (Záznam pražské burzy.) Řepka zimní pohotová zl. 14·— až zl. 14·25, řepka zimní na listopad zl. —·— až —·—. — [425, 229, 753, 249]
ad-headline: Malý domácí lékař. — [1193, 312, 1362, 330]
article-paragraph: Ovoce: Jablka stolní 1 kg 16—32 kr., hrušky 1 kg 24—40 kr., pomeranče 1 kus 3—6 kr., citróny 1 kus 3—4 kr., ořechy vlašské 1 kg 40—48 kr., mandle 1 kg zl. 1·20 až zl. 1·40. — [425, 1092, 753, 1123]
ad-signatory-role: starosta. — [1763, 1278, 1800, 1287]
ad-headline: v zemích českých, — [1198, 619, 1357, 638]
